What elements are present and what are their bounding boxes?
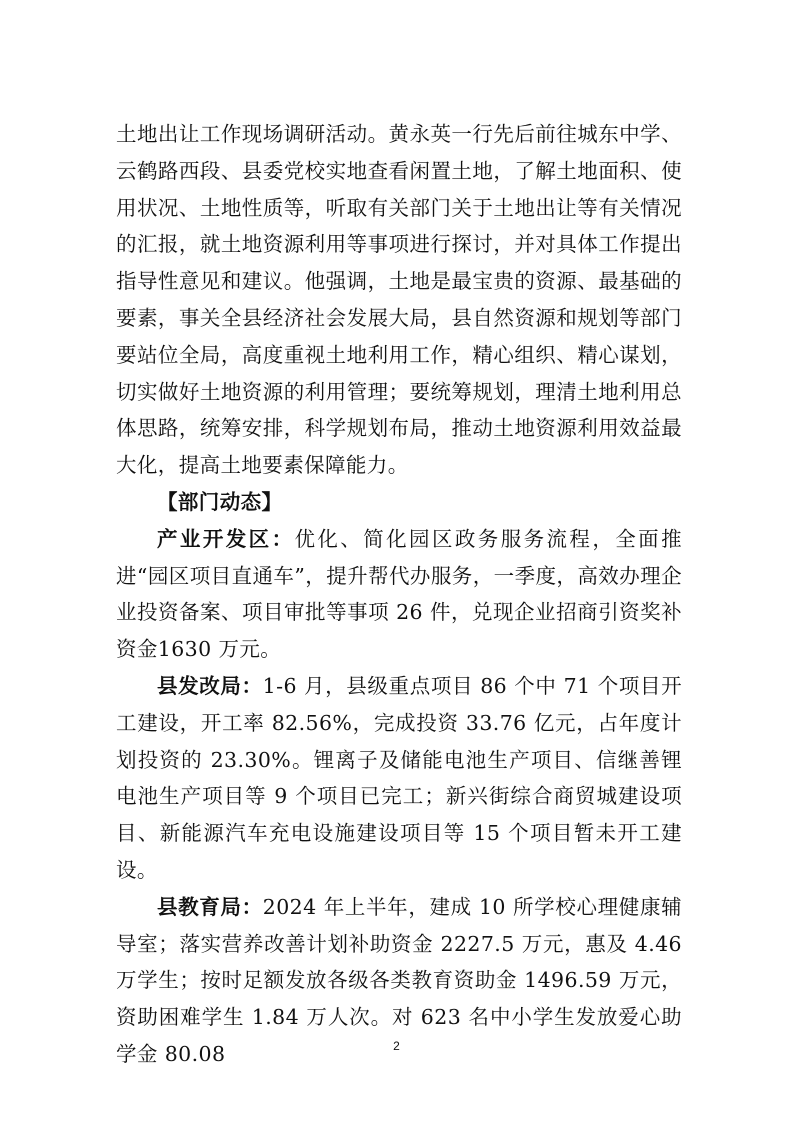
item-label-development-reform: 县发改局： <box>157 673 263 698</box>
document-body <box>116 116 682 1073</box>
section-heading-department-news: 【部门动态】 <box>157 489 283 514</box>
page-number: 2 <box>393 1039 400 1053</box>
item-text-education-bureau: 2024 年上半年，建成 10 所学校心理健康辅导室；落实营养改善计划补助资金 2227.5 万元，惠及 4.46 万学生；按时足额发放各级各类教育资助金 1496.59 万元，资助困难学生 1.84 万人次。对 623 名中小学生发放爱心助学金 80.08 <box>116 894 683 1066</box>
paragraph-industrial-zone <box>116 521 682 668</box>
paragraph-land-survey: 土地出让工作现场调研活动。黄永英一行先后前往城东中学、云鹤路西段、县委党校实地查看闲置土地，了解土地面积、使用状况、土地性质等，听取有关部门关于土地出让等有关情况的汇报，就土地资源利用等事项进行探讨，并对具体工作提出指导性意见和建议。他强调，土地是最宝贵的资源、最基础的要素，事关全县经济社会发展大局，县自然资源和规划等部门要站位全局，高度重视土地利用工作，精心组织、精心谋划，切实做好土地资源的利用管理；要统筹规划，理清土地利用总体思路，统筹安排，科学规划布局，推动土地资源利用效益最大化，提高土地要素保障能力。 <box>116 122 682 478</box>
item-label-industrial-zone: 产业开发区： <box>157 526 295 551</box>
paragraph-development-reform <box>116 668 682 889</box>
item-text-development-reform: 1-6 月，县级重点项目 86 个中 71 个项目开工建设，开工率 82.56%，完成投资 33.76 亿元，占年度计划投资的 23.30%。锂离子及储能电池生产项目、信继善锂电池生产项目等 9 个项目已完工；新兴街综合商贸城建设项目、新能源汽车充电设施建设项目等 15 个项目暂未开工建设。 <box>116 673 683 882</box>
item-label-education-bureau: 县教育局： <box>157 894 263 919</box>
item-text-industrial-zone: 优化、简化园区政务服务流程，全面推进“园区项目直通车”，提升帮代办服务，一季度，高效办理企业投资备案、项目审批等事项 26 件，兑现企业招商引资奖补资金1630 万元。 <box>116 526 682 662</box>
